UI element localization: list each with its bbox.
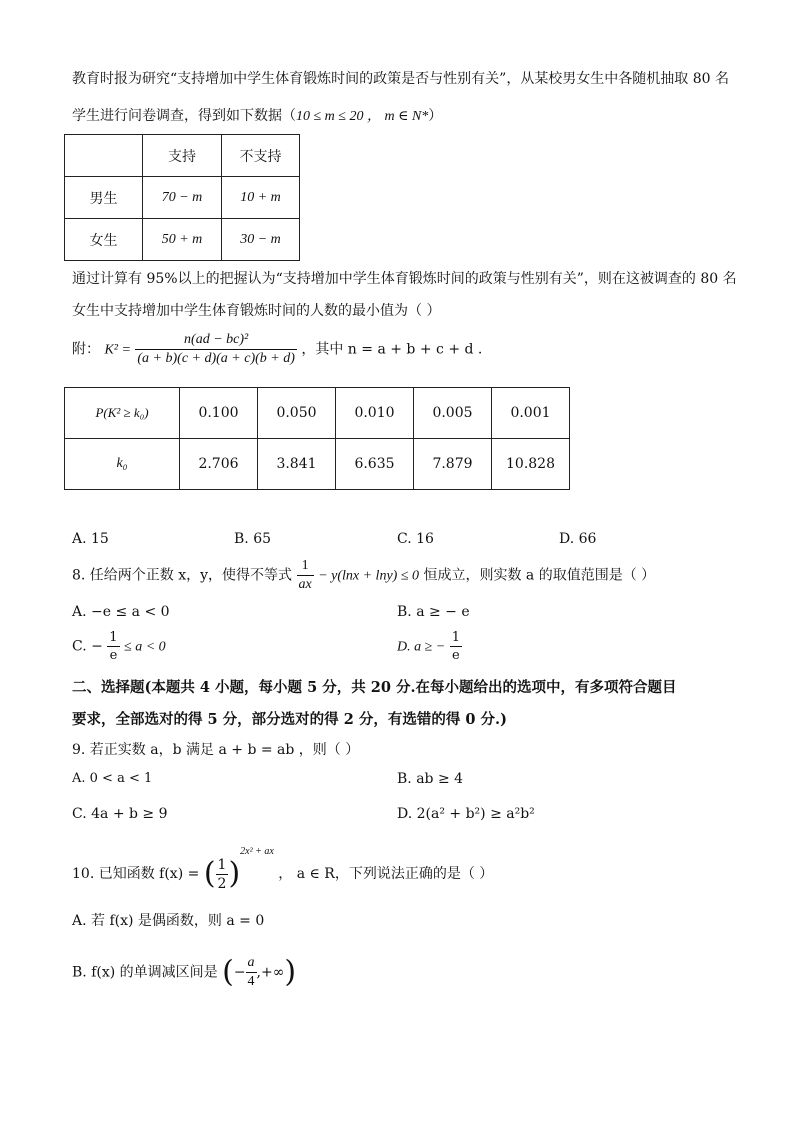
formula-prefix: 附： (72, 341, 100, 358)
q8-fraction (297, 558, 314, 593)
q7-stem-line2-end: ） (428, 108, 443, 124)
q8-inequality: − y(lnx + lny) ≤ 0 (318, 568, 420, 584)
formula-fraction (135, 332, 297, 367)
table-header-cell (65, 135, 143, 177)
frac-num: 1 (451, 630, 460, 645)
frac-den: e (451, 648, 460, 663)
q8-option-b[interactable]: B. a ≥ − e (397, 604, 470, 620)
table-cell: 50 + m (143, 219, 222, 261)
q7-condition: 10 ≤ m ≤ 20 ， m ∈ N* (296, 109, 429, 124)
q7-option-c[interactable]: C. 16 (397, 531, 434, 547)
q8-option-c[interactable] (72, 630, 166, 663)
q7-stem-line2 (72, 105, 442, 125)
q7-stem-line1: 教育时报为研究“支持增加中学生体育锻炼时间的政策是否与性别有关”，从某校男女生中各随机抽取 80 名 (72, 71, 730, 87)
q8-stem-pre: 8. 任给两个正数 x，y，使得不等式 (72, 567, 293, 584)
q10-base-fraction (216, 857, 229, 892)
table-cell: 女生 (65, 219, 143, 261)
table-cell: 0.005 (414, 388, 492, 439)
q8-option-a[interactable]: A. −e ≤ a < 0 (72, 604, 170, 620)
q7-stem-line2-text: 学生进行问卷调查，得到如下数据（ (72, 108, 296, 124)
table-cell: 10 + m (222, 177, 300, 219)
q9-option-a[interactable]: A. 0 < a < 1 (72, 771, 153, 786)
q10-option-a[interactable]: A. 若 f(x) 是偶函数，则 a = 0 (72, 913, 265, 929)
table-cell: 6.635 (336, 439, 414, 490)
frac-num: 1 (217, 856, 227, 873)
paren-left: ( (203, 856, 216, 891)
q8-opt-d-fraction (450, 630, 462, 663)
q10-stem-post: ， a ∈ R，下列说法正确的是（ ） (278, 866, 494, 882)
frac-num: 1 (109, 630, 118, 645)
q8-opt-c-fraction (107, 630, 119, 663)
q8-frac-num: 1 (297, 558, 314, 576)
minus-sign: − (233, 964, 246, 981)
section2-heading-line2: 要求，全部选对的得 5 分，部分选对的得 2 分，有选错的得 0 分.) (72, 711, 507, 728)
table-cell: 70 − m (143, 177, 222, 219)
q10-opt-b-pre: B. f(x) 的单调减区间是 (72, 964, 218, 981)
q8-frac-den: ax (298, 577, 312, 592)
paren-right: ) (284, 954, 297, 990)
table-cell: 2.706 (180, 439, 258, 490)
frac-den: 2 (217, 875, 227, 892)
frac-num: a (246, 955, 257, 973)
q8-stem (72, 558, 655, 593)
critical-value-table (64, 387, 570, 490)
paren-left: ( (222, 954, 234, 990)
table-header-cell: 支持 (143, 135, 222, 177)
q8-opt-c-pre: C. − (72, 638, 103, 655)
q9-option-c[interactable]: C. 4a + b ≥ 9 (72, 806, 168, 822)
paren-right: ) (228, 856, 241, 891)
formula-lhs: K² = (104, 342, 131, 358)
table-header-cell: 不支持 (222, 135, 300, 177)
q7-option-d[interactable]: D. 66 (559, 531, 597, 547)
formula-suffix: ，其中 n = a + b + c + d . (301, 341, 483, 358)
q9-option-b[interactable]: B. ab ≥ 4 (397, 771, 464, 787)
q8-option-d[interactable] (397, 630, 462, 663)
q9-option-d[interactable]: D. 2(a² + b²) ≥ a²b² (397, 806, 535, 822)
table-cell: 0.100 (180, 388, 258, 439)
q10-stem-pre: 10. 已知函数 f(x) = (72, 866, 200, 882)
q10-opt-b-post: ,+∞ (256, 964, 285, 981)
formula-denominator: (a + b)(c + d)(a + c)(b + d) (137, 351, 295, 366)
q7-option-b[interactable]: B. 65 (234, 531, 272, 547)
section2-heading-line1: 二、选择题(本题共 4 小题，每小题 5 分，共 20 分.在每小题给出的选项中，有多项符合题目 (72, 679, 677, 696)
table-cell: 男生 (65, 177, 143, 219)
table-row-label: k₀ (65, 439, 180, 490)
table-row-label: P(K² ≥ k₀) (65, 388, 180, 439)
table-cell: 0.050 (258, 388, 336, 439)
frac-den: e (109, 648, 118, 663)
table-cell: 3.841 (258, 439, 336, 490)
q10-exponent: 2x² + ax (240, 846, 274, 857)
q10-stem (72, 846, 493, 892)
q9-stem: 9. 若正实数 a，b 满足 a + b = ab ，则（ ） (72, 742, 360, 758)
q7-option-a[interactable]: A. 15 (72, 531, 109, 547)
q8-stem-post: 恒成立，则实数 a 的取值范围是（ ） (423, 567, 656, 584)
q7-text-line1: 通过计算有 95%以上的把握认为“支持增加中学生体育锻炼时间的政策与性别有关”，则在这被调查的 80 名 (72, 271, 737, 287)
table-cell: 7.879 (414, 439, 492, 490)
formula-numerator: n(ad − bc)² (135, 332, 297, 350)
chi-square-formula (72, 332, 482, 367)
table-cell: 30 − m (222, 219, 300, 261)
q10-option-b[interactable] (72, 955, 296, 990)
table-cell: 0.001 (492, 388, 570, 439)
table-cell: 10.828 (492, 439, 570, 490)
q7-text-line2: 女生中支持增加中学生体育锻炼时间的人数的最小值为（ ） (72, 303, 441, 319)
q7-data-table (64, 134, 300, 261)
frac-den: 4 (247, 974, 255, 989)
q10-opt-b-fraction (246, 955, 257, 990)
q8-opt-c-post: ≤ a < 0 (124, 639, 166, 655)
table-cell: 0.010 (336, 388, 414, 439)
q8-opt-d-pre: D. a ≥ − (397, 639, 446, 655)
